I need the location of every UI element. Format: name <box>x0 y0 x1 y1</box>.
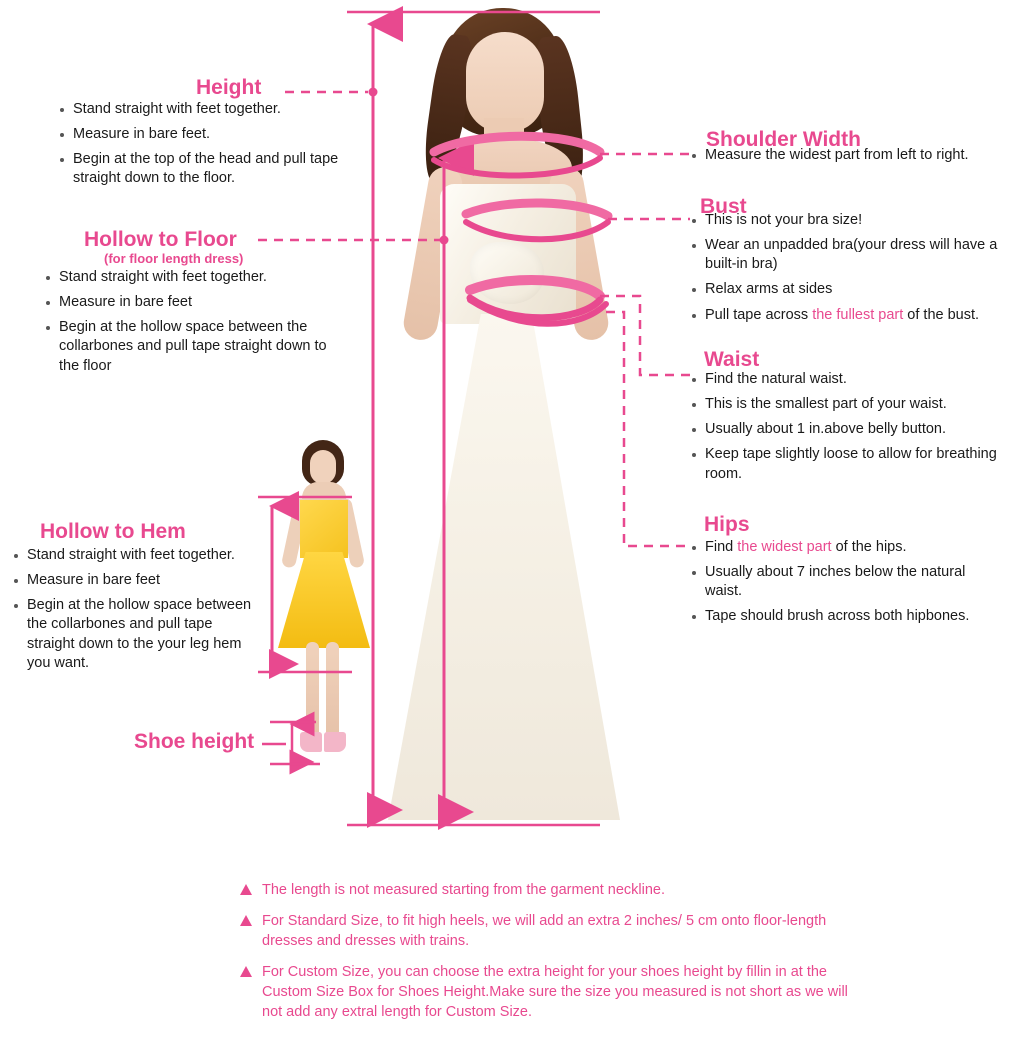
footer-note-text: For Standard Size, to fit high heels, we will add an extra 2 inches/ 5 cm onto floor-length dresses and dresses with trains. <box>262 913 827 949</box>
shoe-height-title: Shoe height <box>134 730 255 753</box>
list-item: Measure in bare feet <box>12 571 252 590</box>
model-dress-bodice <box>300 500 348 558</box>
model-right-shoe <box>324 732 346 752</box>
list-item: Relax arms at sides <box>690 280 1015 299</box>
hollow-to-floor-subtitle: (for floor length dress) <box>104 251 244 266</box>
hollow-to-floor-bullets <box>44 268 344 382</box>
bride-face <box>466 32 544 132</box>
model-right-leg <box>326 642 339 738</box>
list-item: Measure in bare feet <box>44 293 344 312</box>
list-item: Measure the widest part from left to right. <box>690 146 1010 165</box>
bust-line-prefix: Pull tape across <box>705 306 813 323</box>
list-item: Wear an unpadded bra(your dress will have a built-in bra) <box>690 236 1015 274</box>
footer-note <box>240 911 860 951</box>
list-item: Keep tape slightly loose to allow for breathing room. <box>690 445 1000 483</box>
shoulder-width-bullets <box>690 146 1010 171</box>
hips-emphasis: the widest part <box>737 539 832 555</box>
bust-line-suffix: of the bust. <box>903 306 980 323</box>
bride-photo <box>366 6 636 826</box>
triangle-marker-icon <box>240 966 252 977</box>
list-item: Find the natural waist. <box>690 370 1000 389</box>
model-face <box>310 450 336 484</box>
hollow-to-hem-bullets <box>12 546 252 679</box>
short-dress-model-photo <box>266 440 378 765</box>
bust-emphasis: the fullest part <box>812 306 904 323</box>
waist-bullets <box>690 370 1000 490</box>
footer-note-text: The length is not measured starting from the garment neckline. <box>262 882 665 898</box>
list-item: Usually about 1 in.above belly button. <box>690 420 1000 439</box>
list-item-hips-widest <box>690 538 1005 557</box>
footer-note <box>240 880 860 900</box>
footer-notes <box>240 880 860 1033</box>
list-item: Stand straight with feet together. <box>12 546 252 565</box>
list-item-bust-fullest <box>690 306 1015 325</box>
hips-bullets <box>690 538 1005 633</box>
list-item: Tape should brush across both hipbones. <box>690 607 1005 626</box>
list-item: Begin at the top of the head and pull tape straight down to the floor. <box>58 150 358 188</box>
height-bullets <box>58 100 358 195</box>
hips-line-suffix: of the hips. <box>831 539 907 555</box>
bride-dress-bodice <box>440 184 576 324</box>
list-item: This is the smallest part of your waist. <box>690 395 1000 414</box>
triangle-marker-icon <box>240 884 252 895</box>
height-title: Height <box>196 76 262 99</box>
list-item: Begin at the hollow space between the collarbones and pull tape straight down to the floor <box>44 318 344 375</box>
bust-title: Bust <box>700 195 747 218</box>
hips-title: Hips <box>704 513 750 536</box>
bust-bullets <box>690 211 1015 331</box>
hollow-to-hem-title: Hollow to Hem <box>40 520 186 543</box>
model-left-leg <box>306 642 319 738</box>
list-item: This is not your bra size! <box>690 211 1015 230</box>
shoulder-width-title: Shoulder Width <box>706 128 861 151</box>
list-item: Stand straight with feet together. <box>44 268 344 287</box>
list-item: Stand straight with feet together. <box>58 100 358 119</box>
waist-title: Waist <box>704 348 760 371</box>
model-left-shoe <box>300 732 322 752</box>
bride-dress-skirt <box>388 314 620 820</box>
list-item: Begin at the hollow space between the collarbones and pull tape straight down to the your leg hem you want. <box>12 596 252 673</box>
hips-line-prefix: Find <box>705 539 738 555</box>
footer-note <box>240 962 860 1022</box>
footer-note-text: For Custom Size, you can choose the extra height for your shoes height by fillin in at the Custom Size Box for Shoes Height.Make sure the size you measured is not short as we will not add any extral length for Custom Size. <box>262 964 848 1020</box>
list-item: Usually about 7 inches below the natural waist. <box>690 563 1005 601</box>
triangle-marker-icon <box>240 915 252 926</box>
hollow-to-floor-title: Hollow to Floor <box>84 228 237 251</box>
list-item: Measure in bare feet. <box>58 125 358 144</box>
